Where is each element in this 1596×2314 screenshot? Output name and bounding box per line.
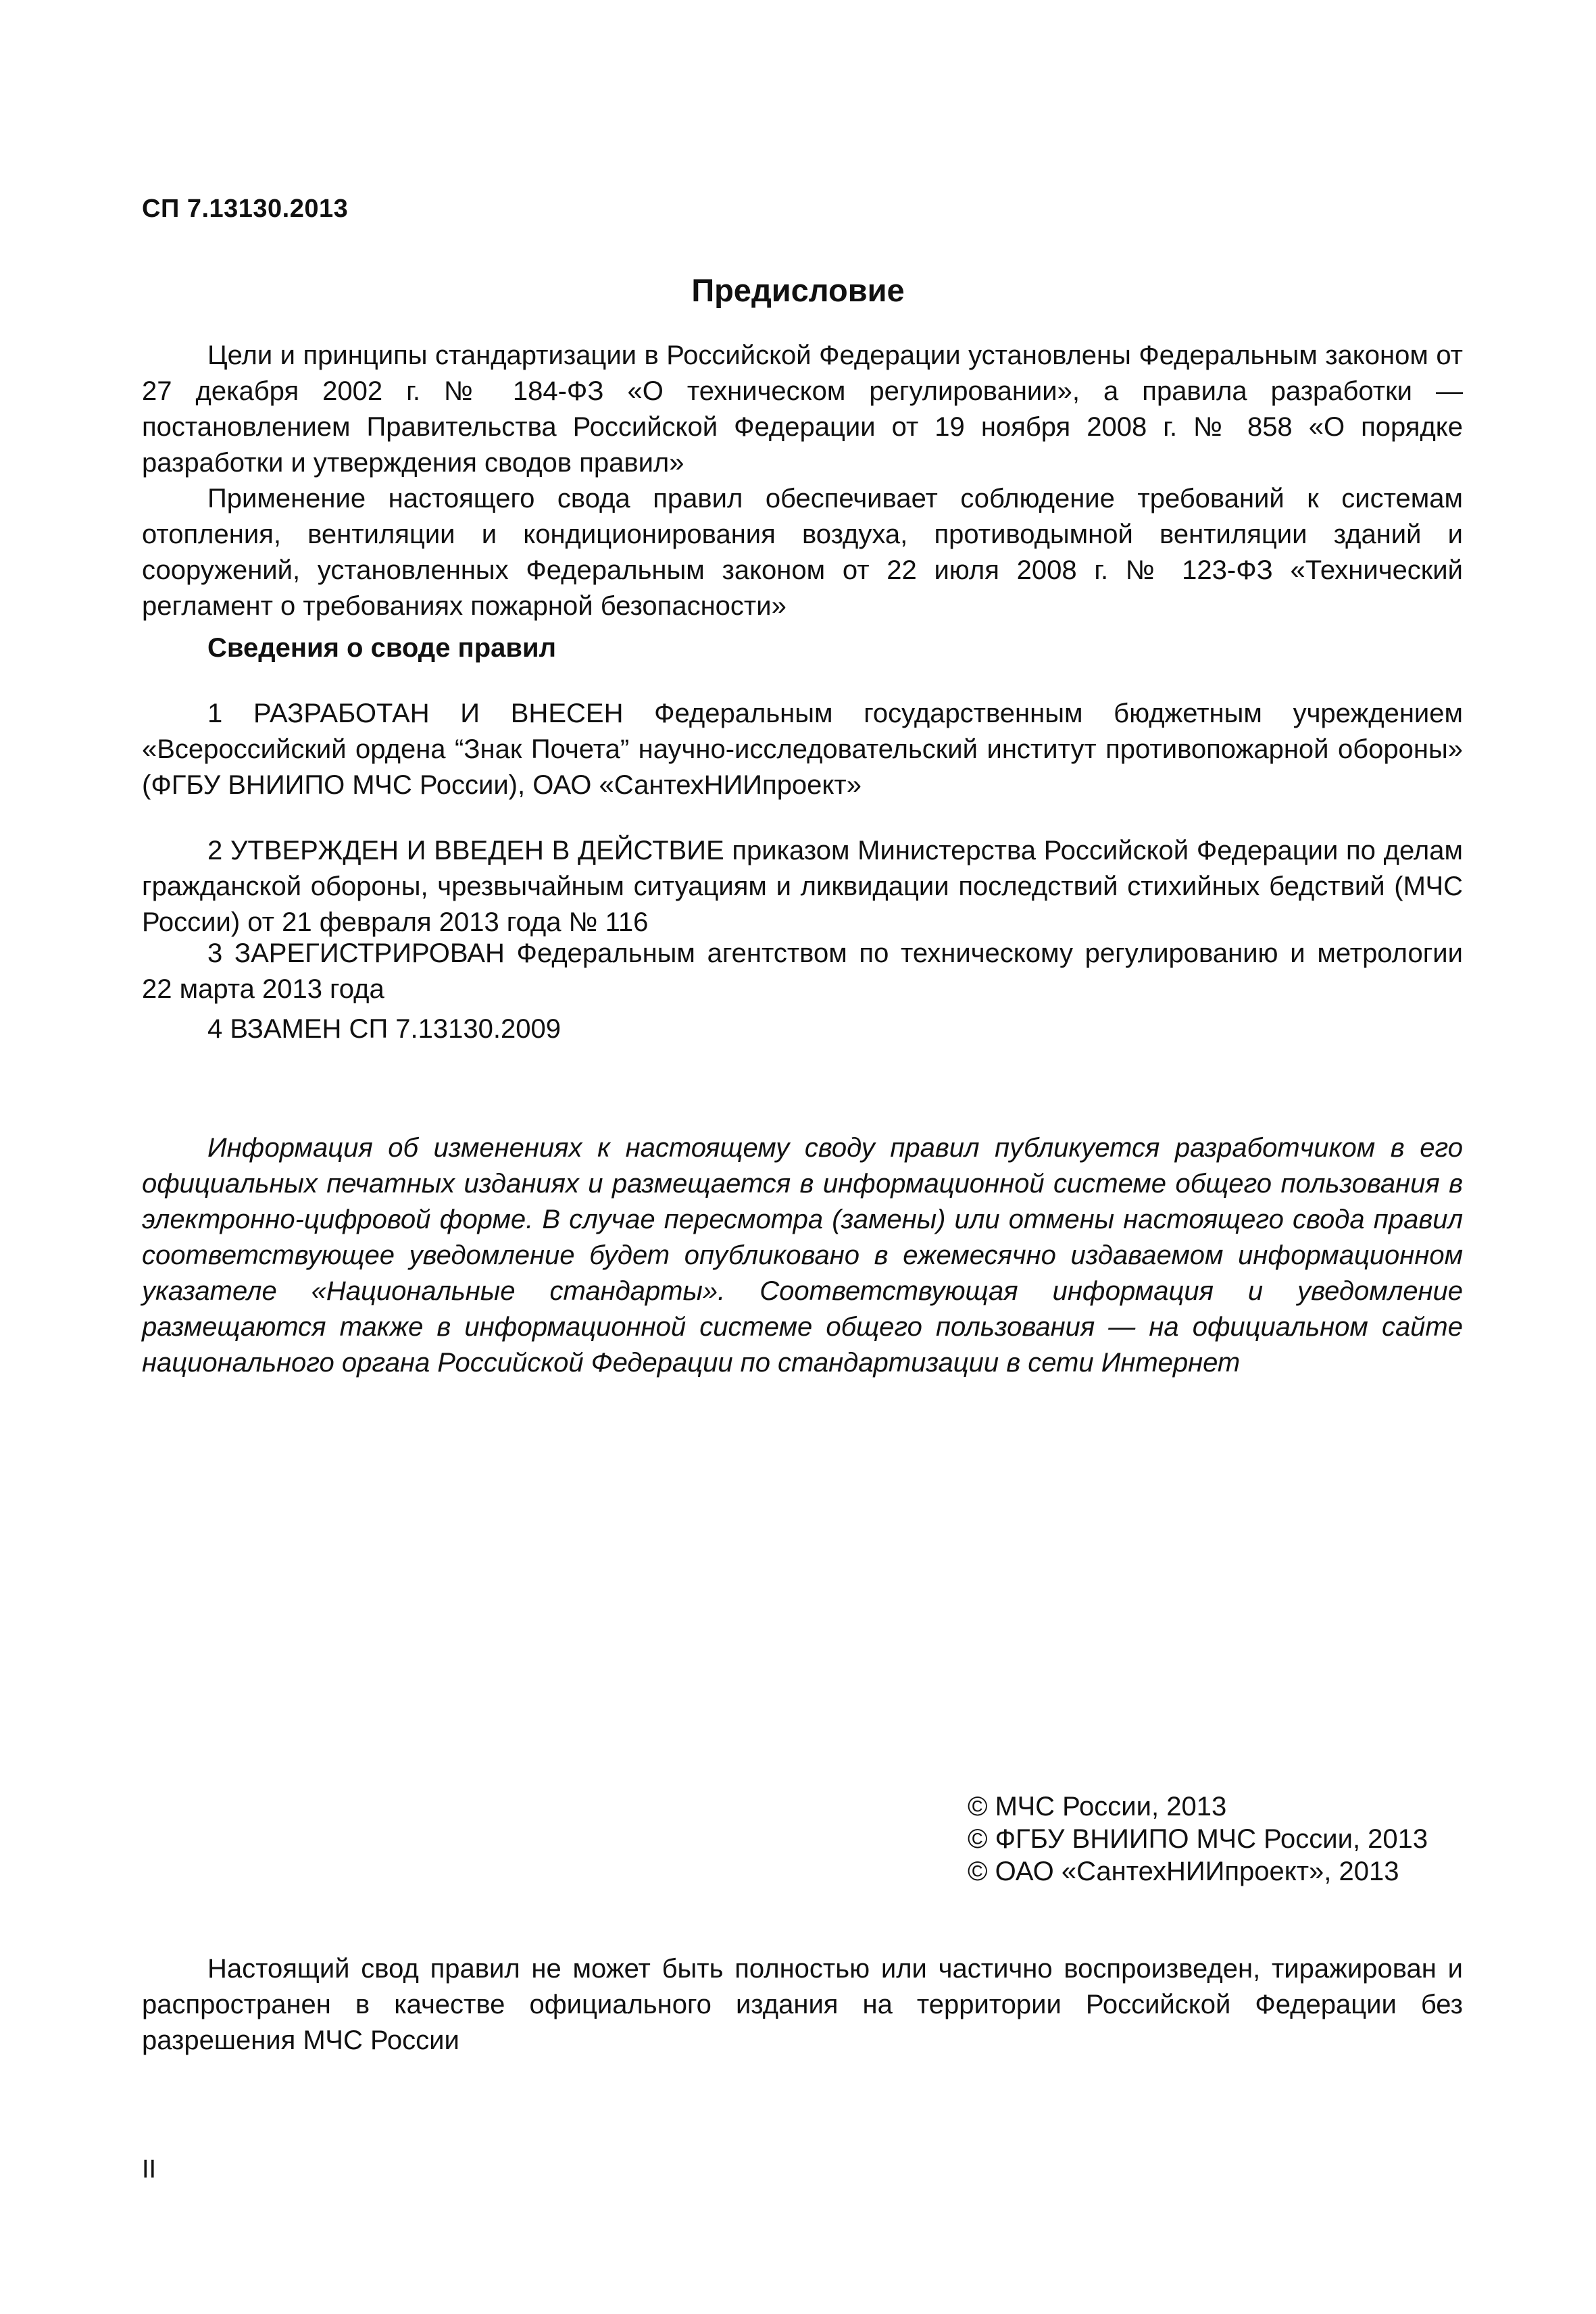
- copyright-line: © МЧС России, 2013: [968, 1792, 1227, 1821]
- preface-title: Предисловие: [691, 272, 905, 308]
- preface-body: [142, 338, 1463, 624]
- preface-paragraph: Применение настоящего свода правил обеспечивает соблюдение требований к системам отопления, вентиляции и кондиционирования воздуха, противодымной вентиляции зданий и сооружений, установленных Федеральным законом от 22 июля 2008 г. № 123-ФЗ «Технический регламент о требованиях пожарной безопасности»: [142, 484, 1463, 621]
- notice-block: [142, 1130, 1463, 1381]
- info-items: [142, 1011, 1463, 1047]
- copyright-line: © ОАО «СантехНИИпроект», 2013: [968, 1857, 1399, 1886]
- info-items: [142, 833, 1463, 940]
- footer-notice-text: Настоящий свод правил не может быть полностью или частично воспроизведен, тиражирован и распространен в качестве официального издания на территории Российской Федерации без разрешения МЧС России: [142, 1954, 1463, 2055]
- document-code: СП 7.13130.2013: [142, 195, 349, 223]
- info-item: 1 РАЗРАБОТАН И ВНЕСЕН Федеральным государственным бюджетным учреждением «Всероссийский ордена “Знак Почета” научно-исследовательский институт противопожарной обороны» (ФГБУ ВНИИПО МЧС России), ОАО «СантехНИИпроект»: [142, 699, 1463, 800]
- info-items: [142, 696, 1463, 803]
- footer-notice-block: [142, 1951, 1463, 2059]
- info-heading: Сведения о своде правил: [207, 633, 556, 663]
- info-item: 2 УТВЕРЖДЕН И ВВЕДЕН В ДЕЙСТВИЕ приказом Министерства Российской Федерации по делам гражданской обороны, чрезвычайным ситуациям и ликвидации последствий стихийных бедствий (МЧС России) от 21 февраля 2013 года № 116: [142, 836, 1463, 937]
- notice-text: Информация об изменениях к настоящему своду правил публикуется разработчиком в его официальных печатных изданиях и размещается в информационной системе общего пользования в электронно-цифровой форме. В случае пересмотра (замены) или отмены настоящего свода правил соответствующее уведомление будет опубликовано в ежемесячно издаваемом информационном указателе «Национальные стандарты». Соответствующая информация и уведомление размещаются также в информационной системе общего пользования — на официальном сайте национального органа Российской Федерации по стандартизации в сети Интернет: [142, 1133, 1463, 1378]
- info-items: [142, 936, 1463, 1007]
- copyright-line: © ФГБУ ВНИИПО МЧС России, 2013: [968, 1824, 1428, 1854]
- info-item: 3 ЗАРЕГИСТРИРОВАН Федеральным агентством по техническому регулированию и метрологии 22 марта 2013 года: [142, 938, 1463, 1004]
- preface-paragraph: Цели и принципы стандартизации в Российской Федерации установлены Федеральным законом от 27 декабря 2002 г. № 184-ФЗ «О техническом регулировании», а правила разработки — постановлением Правительства Российской Федерации от 19 ноября 2008 г. № 858 «О порядке разработки и утверждения сводов правил»: [142, 341, 1463, 478]
- page-number: II: [142, 2155, 157, 2184]
- copyright-block: [968, 1790, 1428, 1888]
- info-item: 4 ВЗАМЕН СП 7.13130.2009: [207, 1014, 561, 1044]
